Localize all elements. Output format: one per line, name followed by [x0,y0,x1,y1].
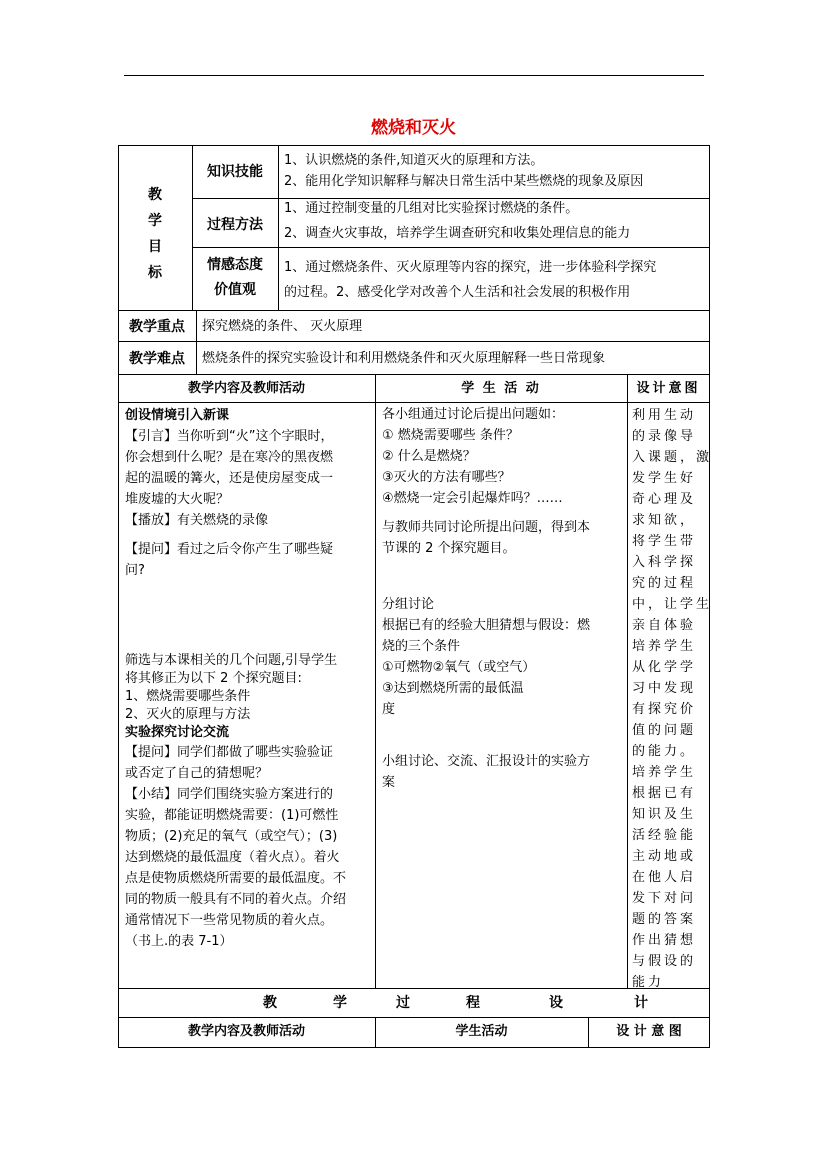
process-method-text: 1、通过控制变量的几组对比实验探讨燃烧的条件。 2、调查火灾事故，培养学生调查研究和收集处理信息的能力 [284,201,631,241]
attitude-values-text: 1、通过燃烧条件、灭火原理等内容的探究，进一步体验科学探究 的过程。2、感受化学对改善个人生活和社会发展的积极作用 [284,260,657,300]
divider [118,1017,710,1018]
divider [118,402,710,403]
process-method-label: 过程方法 [207,217,263,233]
footer-design-header: 设 计 意 图 [616,1024,682,1039]
teacher-activities-inquiry: 筛选与本课相关的几个问题,引导学生 将其修正为以下 2 个探究题目: 1、燃烧需要哪些条件 2、灭火的原理与方法 实验探究讨论交流 【提问】同学们都做了哪些实验验证 或否定了自己的猜想呢？ 【小结】同学们围绕实验方案进行的 实验，都能证明燃烧需要：(1)可燃性 物质；(2)充足的氧气（或空气）；(3) 达到燃烧的最低温度（着火点）。着火 点是使物质燃烧所需要的最低温度。不 同的物质一般具有不同的着火点。介绍 通常情况下一些常见物质的着火点。 （书上.的表 7-1） [125,653,347,949]
knowledge-skills-text: 1、认识燃烧的条件,知道灭火的原理和方法。 2、能用化学知识解释与解决日常生活中某些燃烧的现象及原因 [284,153,644,189]
divider [627,374,628,988]
key-point-label: 教学重点 [129,319,185,335]
difficulty-text: 燃烧条件的探究实验设计和利用燃烧条件和灭火原理解释一些日常现象 [202,351,606,366]
teacher-activities-question: 【提问】看过之后令你产生了哪些疑 问? [125,542,334,578]
footer-student-header: 学生活动 [455,1024,508,1039]
divider [118,310,710,311]
objectives-label: 教 学 目 标 [148,187,162,281]
design-column-header: 设计意图 [636,381,701,396]
footer-teacher-header: 教学内容及教师活动 [187,1024,305,1039]
divider [118,988,710,989]
divider [118,374,710,375]
knowledge-skills-label: 知识技能 [207,164,263,180]
document-title: 燃烧和灭火 [371,118,456,138]
divider [278,145,279,310]
header-rule [124,75,704,76]
divider [375,374,376,988]
divider [192,247,710,248]
divider [118,341,710,342]
student-activities-report: 小组讨论、交流、汇报设计的实验方 案 [382,754,591,790]
student-column-header: 学 生 活 动 [461,381,541,396]
difficulty-label: 教学难点 [129,351,185,367]
divider [196,310,197,374]
teacher-column-header: 教学内容及教师活动 [187,381,305,396]
design-intent-text: 利用生动 的录像导 入课题，激 发学生好 奇心理及 求知欲， 将学生带 入科学探 究的过程 中，让学生 亲自体验 培养学生 从化学学 习中发现 有探究价 值的问题 的能力。 培养学生 根据已有 知识及生 活经验能 主动地或 在他人启 发下对问 题的答案 作出猜想 与假设的 能力 [632,408,713,990]
key-point-text: 探究燃烧的条件、 灭火原理 [202,319,363,334]
attitude-values-label: 情感态度 价值观 [207,257,263,298]
student-activities-discussion: 与教师共同讨论所提出问题，得到本 节课的 2 个探究题目。 [382,520,591,556]
student-activities-questions: 各小组通过讨论后提出问题如： ① 燃烧需要哪些 条件？ ② 什么是燃烧？ ③灭火的方法有哪些？ ④燃烧一定会引起爆炸吗？…… [382,407,565,506]
student-activities-hypothesis: 分组讨论 根据已有的经验大胆猜想与假设：燃 烧的三个条件 ①可燃物②氧气（或空气） ③达到燃烧所需的最低温 度 [382,597,591,717]
teacher-activities-intro: 创设情境引入新课 【引言】当你听到“火”这个字眼时， 你会想到什么呢？是在寒冷的黑夜燃 起的温暖的篝火，还是使房屋变成一 堆废墟的大火呢？ 【播放】有关燃烧的录像 [125,408,334,528]
